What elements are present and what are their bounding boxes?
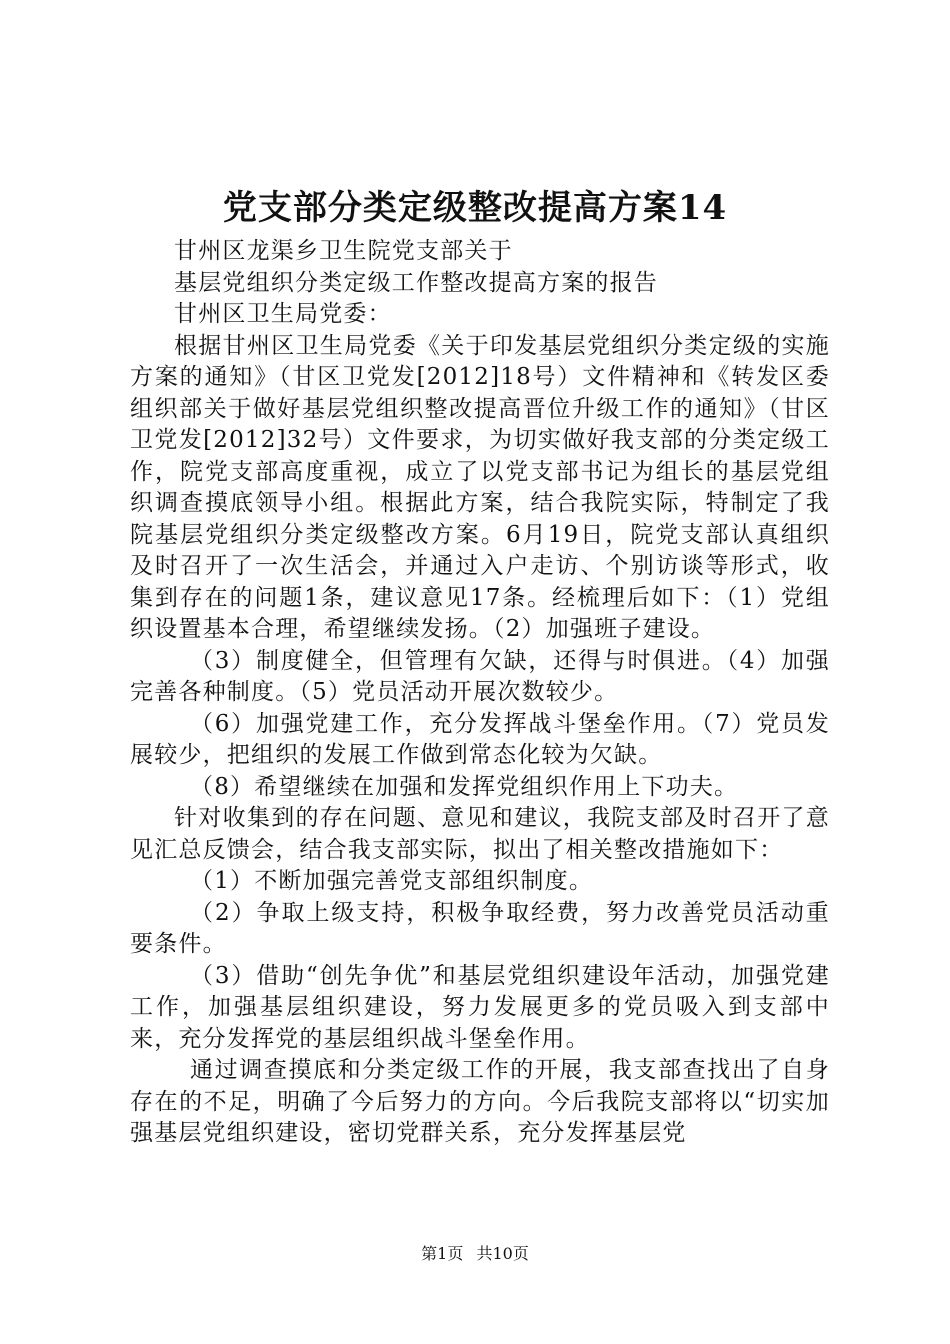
paragraph: 甘州区龙渠乡卫生院党支部关于 [174,238,513,264]
paragraph: 基层党组织分类定级工作整改提高方案的报告 [174,269,658,296]
page-number: 第1页 [421,1244,464,1263]
document-title: 党支部分类定级整改提高方案14 [222,188,728,228]
paragraph: （3）制度健全，但管理有欠缺，还得与时俱进。（4）加强完善各种制度。（5）党员活动开展次数较少。 [130,647,830,705]
paragraph: （2）争取上级支持，积极争取经费，努力改善党员活动重要条件。 [130,899,830,957]
paragraph: 甘州区卫生局党委： [174,301,392,327]
paragraph: （3）借助“创先争优”和基层党组织建设年活动，加强党建工作，加强基层组织建设，努力发展更多的党员吸入到支部中来，充分发挥党的基层组织战斗堡垒作用。 [130,962,830,1052]
paragraph: （1）不断加强完善党支部组织制度。 [190,868,594,894]
paragraph: （6）加强党建工作，充分发挥战斗堡垒作用。（7）党员发展较少，把组织的发展工作做到常态化较为欠缺。 [130,710,830,768]
page-footer [0,1244,950,1264]
paragraph: 根据甘州区卫生局党委《关于印发基层党组织分类定级的实施方案的通知》（甘区卫党发[2012]18号）文件精神和《转发区委组织部关于做好基层党组织整改提高晋位升级工作的通知》（甘区卫党发[2012]32号）文件要求，为切实做好我支部的分类定级工作，院党支部高度重视，成立了以党支部书记为组长的基层党组织调查摸底领导小组。根据此方案，结合我院实际，特制定了我院基层党组织分类定级整改方案。6月19日，院党支部认真组织及时召开了一次生活会，并通过入户走访、个别访谈等形式，收集到存在的问题1条，建议意见17条。经梳理后如下：（1）党组织设置基本合理，希望继续发扬。（2）加强班子建设。 [130,332,830,642]
page-total: 共10页 [476,1244,529,1263]
document-body [130,236,830,1150]
paragraph: （8）希望继续在加强和发挥党组织作用上下功夫。 [190,773,739,800]
paragraph: 针对收集到的存在问题、意见和建议，我院支部及时召开了意见汇总反馈会，结合我支部实际，拟出了相关整改措施如下： [130,805,830,863]
paragraph: 通过调查摸底和分类定级工作的开展，我支部查找出了自身存在的不足，明确了今后努力的方向。今后我院支部将以“切实加强基层党组织建设，密切党群关系，充分发挥基层党 [130,1057,830,1146]
